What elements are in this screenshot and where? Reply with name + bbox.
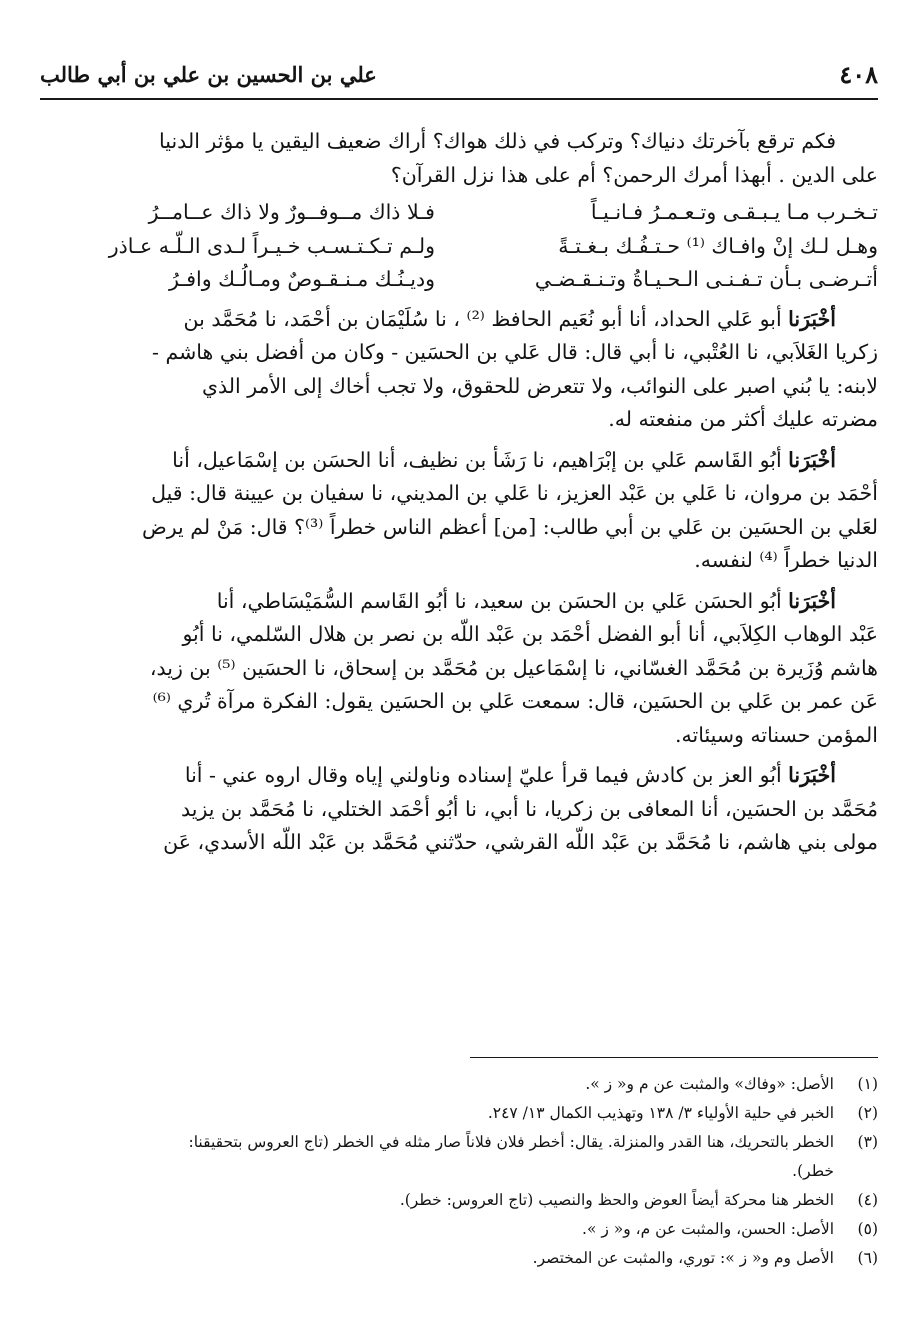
verse-second-hemistich: وديـنُـك مـنـقـوصٌ ومـالُـك وافـرُ (168, 267, 435, 291)
narration-line: مولى بني هاشم، نا مُحَمَّد بن عَبْد اللّه القرشي، حدّثني مُحَمَّد بن عَبْد اللّه الأسدي، عَن (163, 830, 878, 854)
page-header (40, 58, 878, 100)
footnote (40, 1244, 878, 1273)
narration-keyword: أخْبَرَنا (788, 763, 836, 787)
footnote-number: (٦) (857, 1249, 878, 1267)
narration-line: المؤمن حسناته وسيئاته. (675, 722, 878, 747)
footnote-number: (٤) (857, 1191, 878, 1209)
footnote-number: (١) (857, 1075, 878, 1093)
footnote-text: الأصل: الحسن، والمثبت عن م، و« ز ». (582, 1220, 834, 1238)
footnote-text: الأصل: «وفاك» والمثبت عن م و« ز ». (585, 1075, 834, 1093)
narration-line: لعَلي بن الحسَين بن عَلي بن أبي طالب: [من] أعظم الناس خطراً ⁽³⁾؟ قال: مَنْ لم يرض (141, 514, 878, 539)
footnote-number: (٢) (857, 1104, 878, 1122)
narration-keyword: أخْبَرَنا (788, 306, 836, 331)
narration-line (40, 759, 878, 793)
narration-line: لابنه: يا بُني اصبر على النوائب، ولا تتعرض للحقوق، ولا تجب أخاك إلى الأمر الذي (201, 373, 878, 398)
footnote (40, 1070, 878, 1099)
footnotes (40, 1070, 878, 1273)
narration-text: أبُو العز بن كادش فيما قرأ عليّ إسناده وناولني إياه وقال اروه عني - أنا (184, 763, 789, 787)
narration-text: أبو عَلي الحداد، أنا أبو نُعَيم الحافظ ⁽²⁾ ، نا سُلَيْمَان بن أحْمَد، نا مُحَمَّد بن (183, 306, 789, 331)
footnote-separator (470, 1057, 878, 1058)
page-number: ٤٠٨ (839, 60, 878, 89)
footnote-text: الأصل وم و« ز »: توري، والمثبت عن المختصر. (532, 1249, 834, 1267)
footnote (40, 1099, 878, 1128)
footnote-number: (٥) (857, 1220, 878, 1238)
footnote (40, 1186, 878, 1215)
narration-line (40, 303, 878, 337)
narration-line: هاشم وُزَيرة بن مُحَمَّد الغسّاني، نا إسْمَاعيل بن مُحَمَّد بن إسحاق، نا الحسَين ⁽⁵⁾ بن زيد، (149, 655, 878, 680)
narration-line: زكريا الغَلاَبي، نا العُتْبي، نا أبي قال: قال عَلي بن الحسَين - وكان من أفضل بني هاشم - (152, 340, 878, 364)
footnote-number: (٣) (857, 1133, 878, 1151)
footnote-text: الخطر هنا محركة أيضاً العوض والحظ والنصيب (تاج العروس: خطر). (399, 1191, 834, 1209)
main-text (40, 125, 878, 860)
narration-line: عَن عمر بن عَلي بن الحسَين، قال: سمعت عَلي بن الحسَين يقول: الفكرة مرآة تُري ⁽⁶⁾ (152, 689, 878, 713)
footnote-continuation (40, 1157, 878, 1186)
narration-text: أبُو القَاسم عَلي بن إبْرَاهيم، نا رَشَأ بن نظيف، أنا الحسَن بن إسْمَاعيل، أنا (172, 447, 789, 472)
verse-second-hemistich: فـلا ذاك مــوفــورٌ ولا ذاك عــامــرُ (148, 200, 435, 224)
intro-line: على الدين . أبهذا أمرك الرحمن؟ أم على هذا نزل القرآن؟ (390, 162, 878, 187)
narration-text: أبُو الحسَن عَلي بن الحسَن بن سعيد، نا أبُو القَاسم السُّمَيْسَاطي، أنا (216, 588, 789, 613)
narration-line (40, 444, 878, 478)
footnote (40, 1215, 878, 1244)
running-title: علي بن الحسين بن علي بن أبي طالب (40, 62, 377, 87)
verse-first-hemistich: أتـرضـى بـأن تـفـنـى الـحـيـاةُ وتـنـقـضـي (534, 267, 878, 291)
narration-line: مضرته عليك أكثر من منفعته له. (608, 407, 878, 431)
verse-line (40, 230, 878, 264)
footnote-text: الخبر في حلية الأولياء ٣/ ١٣٨ وتهذيب الكمال ١٣/ ٢٤٧. (487, 1104, 834, 1122)
intro-line: فكم ترقع بآخرتك دنياك؟ وتركب في ذلك هواك؟ أراك ضعيف اليقين يا مؤثر الدنيا (159, 129, 836, 153)
narration-line (40, 585, 878, 619)
narration-keyword: أخْبَرَنا (788, 588, 836, 613)
verse-first-hemistich: تـخـرب مـا يـبـقـى وتـعـمـرُ فـانـيـاً (590, 200, 878, 224)
footnote-text: الخطر بالتحريك، هنا القدر والمنزلة. يقال: أخطر فلان فلاناً صار مثله في الخطر (تاج العروس بتحقيقنا: (188, 1133, 834, 1151)
narration-line: عَبْد الوهاب الكِلاَبي، أنا أبو الفضل أحْمَد بن عَبْد اللّه بن نصر بن هلال السّلمي، نا أبُو (182, 622, 878, 646)
footnote (40, 1128, 878, 1157)
verse-first-hemistich: وهـل لـك إنْ وافـاك ⁽¹⁾ حـتـفُـك بـغـتـةً (558, 233, 878, 258)
verse-line (40, 263, 878, 297)
narration-line: مُحَمَّد بن الحسَين، أنا المعافى بن زكريا، نا أبي، نا أبُو أحْمَد الختلي، نا مُحَمَّد بن يزيد (181, 796, 878, 821)
verse-second-hemistich: ولـم تـكـتـسـب خـيـراً لـدى الـلّـه عـاذر (108, 233, 435, 258)
narration-line: الدنيا خطراً ⁽⁴⁾ لنفسه. (694, 548, 878, 572)
narration-keyword: أخْبَرَنا (788, 447, 836, 472)
poem (40, 196, 878, 297)
verse-line (40, 196, 878, 230)
footnote-text: خطر). (792, 1162, 834, 1180)
narration-line: أحْمَد بن مروان، نا عَلي بن عَبْد العزيز، نا عَلي بن المديني، نا سفيان بن عيينة قال: قيل (151, 481, 878, 505)
